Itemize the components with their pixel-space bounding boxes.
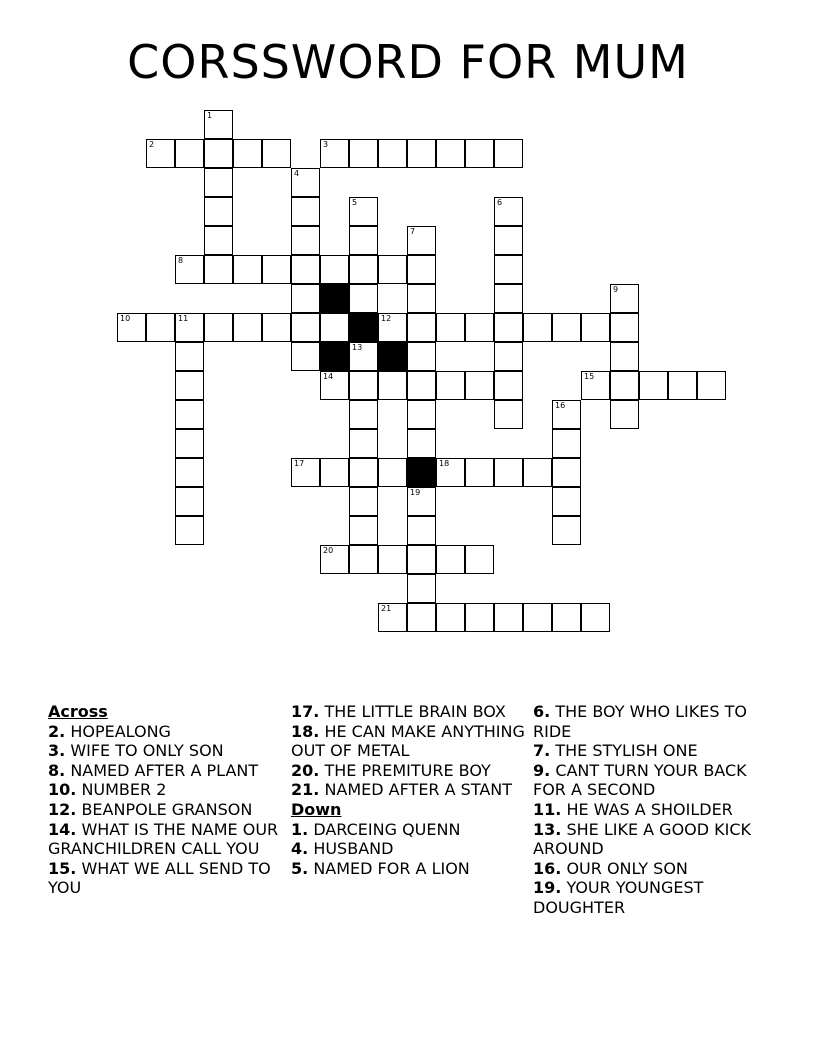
- grid-cell[interactable]: [639, 371, 668, 400]
- grid-cell[interactable]: [610, 400, 639, 429]
- grid-cell[interactable]: [552, 313, 581, 342]
- clue-item-number: 12.: [48, 799, 77, 819]
- clue-item-text: THE STYLISH ONE: [555, 741, 698, 761]
- grid-cell[interactable]: [320, 313, 349, 342]
- grid-cell[interactable]: [465, 371, 494, 400]
- grid-cell-shaded: [378, 342, 407, 371]
- page-title: CORSSWORD FOR MUM: [127, 35, 689, 89]
- grid-cell[interactable]: [175, 139, 204, 168]
- across-clue-list: [48, 722, 288, 898]
- grid-cell[interactable]: [610, 371, 639, 400]
- clue-number: 14: [323, 372, 334, 381]
- clue-item: [48, 800, 288, 820]
- grid-cell[interactable]: [407, 429, 436, 458]
- grid-cell[interactable]: [175, 255, 204, 284]
- grid-cell[interactable]: [349, 255, 378, 284]
- grid-cell[interactable]: [291, 226, 320, 255]
- grid-cell[interactable]: [494, 342, 523, 371]
- grid-cell[interactable]: [407, 516, 436, 545]
- clue-item-text: HUSBAND: [313, 839, 394, 859]
- grid-cell[interactable]: [175, 371, 204, 400]
- clues-column-3: [533, 702, 773, 918]
- grid-cell[interactable]: [378, 603, 407, 632]
- grid-cell[interactable]: [175, 516, 204, 545]
- grid-cell[interactable]: [407, 545, 436, 574]
- grid-cell[interactable]: [552, 429, 581, 458]
- clue-number: 16: [555, 401, 566, 410]
- grid-cell[interactable]: [349, 458, 378, 487]
- clue-item-text: OUR ONLY SON: [566, 858, 688, 878]
- grid-cell[interactable]: [494, 458, 523, 487]
- clue-item-text: WHAT IS THE NAME OUR GRANCHILDREN CALL YOU: [48, 819, 279, 859]
- grid-cell[interactable]: [407, 342, 436, 371]
- grid-cell[interactable]: [436, 603, 465, 632]
- grid-cell[interactable]: [523, 458, 552, 487]
- clue-number: 1: [207, 111, 213, 120]
- clue-item-number: 13.: [533, 819, 562, 839]
- grid-cell[interactable]: [204, 226, 233, 255]
- clue-item-text: THE BOY WHO LIKES TO RIDE: [533, 702, 747, 741]
- grid-cell[interactable]: [494, 371, 523, 400]
- grid-cell[interactable]: [175, 429, 204, 458]
- grid-cell[interactable]: [320, 255, 349, 284]
- clue-item-text: DARCEING QUENN: [313, 819, 461, 839]
- clue-item-number: 17.: [291, 702, 320, 721]
- clue-number: 8: [178, 256, 184, 265]
- clue-item-number: 15.: [48, 858, 77, 878]
- grid-cell[interactable]: [262, 139, 291, 168]
- grid-cell[interactable]: [436, 313, 465, 342]
- grid-cell[interactable]: [436, 371, 465, 400]
- grid-cell[interactable]: [175, 487, 204, 516]
- grid-cell[interactable]: [523, 313, 552, 342]
- clue-number: 19: [410, 488, 421, 497]
- grid-cell[interactable]: [204, 110, 233, 139]
- grid-cell[interactable]: [407, 226, 436, 255]
- down-clue-list-continued: [533, 702, 773, 918]
- clue-item-text: WIFE TO ONLY SON: [70, 741, 224, 761]
- grid-cell[interactable]: [436, 458, 465, 487]
- clue-item-text: NAMED AFTER A STANT: [324, 780, 513, 800]
- clue-item: [48, 722, 288, 742]
- clue-item: [533, 878, 773, 917]
- down-header: Down: [291, 799, 342, 819]
- grid-cell[interactable]: [320, 458, 349, 487]
- clue-item: [291, 839, 531, 859]
- grid-cell[interactable]: [291, 197, 320, 226]
- clue-item-text: HOPEALONG: [70, 721, 171, 741]
- grid-cell[interactable]: [378, 545, 407, 574]
- grid-cell[interactable]: [320, 139, 349, 168]
- grid-cell[interactable]: [407, 400, 436, 429]
- grid-cell[interactable]: [378, 255, 407, 284]
- clue-item: [291, 722, 531, 761]
- clue-item: [48, 780, 288, 800]
- grid-cell[interactable]: [581, 603, 610, 632]
- grid-cell[interactable]: [494, 284, 523, 313]
- grid-cell[interactable]: [233, 313, 262, 342]
- grid-cell[interactable]: [581, 313, 610, 342]
- clue-number: 18: [439, 459, 450, 468]
- grid-cell[interactable]: [407, 139, 436, 168]
- clue-item-text: HE CAN MAKE ANYTHING OUT OF METAL: [291, 721, 525, 761]
- grid-cell[interactable]: [610, 313, 639, 342]
- clue-item-number: 6.: [533, 702, 551, 721]
- grid-cell[interactable]: [436, 545, 465, 574]
- clue-item: [533, 800, 773, 820]
- grid-cell[interactable]: [465, 458, 494, 487]
- clue-number: 3: [323, 140, 329, 149]
- grid-cell[interactable]: [349, 197, 378, 226]
- grid-cell[interactable]: [378, 139, 407, 168]
- grid-cell[interactable]: [581, 371, 610, 400]
- grid-cell[interactable]: [378, 371, 407, 400]
- grid-cell[interactable]: [320, 545, 349, 574]
- grid-cell[interactable]: [262, 255, 291, 284]
- clue-item: [291, 859, 531, 879]
- grid-cell[interactable]: [175, 342, 204, 371]
- grid-cell[interactable]: [494, 400, 523, 429]
- grid-cell[interactable]: [552, 400, 581, 429]
- grid-cell[interactable]: [407, 371, 436, 400]
- grid-cell[interactable]: [552, 458, 581, 487]
- grid-cell[interactable]: [175, 313, 204, 342]
- grid-cell[interactable]: [146, 139, 175, 168]
- grid-cell[interactable]: [175, 458, 204, 487]
- grid-cell-shaded: [349, 313, 378, 342]
- grid-cell[interactable]: [349, 284, 378, 313]
- clue-item: [291, 780, 531, 800]
- grid-cell[interactable]: [204, 139, 233, 168]
- clue-number: 20: [323, 546, 334, 555]
- clues-column-2: [291, 702, 531, 878]
- grid-cell[interactable]: [349, 342, 378, 371]
- clue-item-number: 4.: [291, 839, 309, 859]
- grid-cell[interactable]: [320, 371, 349, 400]
- grid-cell[interactable]: [494, 603, 523, 632]
- clue-item-text: NAMED AFTER A PLANT: [70, 760, 259, 780]
- clue-number: 6: [497, 198, 503, 207]
- clue-item-number: 2.: [48, 721, 66, 741]
- clue-item-text: YOUR YOUNGEST DOUGHTER: [533, 878, 704, 917]
- clue-item-number: 11.: [533, 799, 562, 819]
- clue-number: 7: [410, 227, 416, 236]
- grid-cell[interactable]: [204, 255, 233, 284]
- grid-cell[interactable]: [494, 313, 523, 342]
- grid-cell[interactable]: [204, 197, 233, 226]
- clue-item-number: 8.: [48, 760, 66, 780]
- grid-cell[interactable]: [407, 255, 436, 284]
- clue-item-number: 14.: [48, 819, 77, 839]
- grid-cell[interactable]: [407, 313, 436, 342]
- clue-item: [533, 820, 773, 859]
- grid-cell[interactable]: [378, 458, 407, 487]
- grid-cell[interactable]: [697, 371, 726, 400]
- grid-cell[interactable]: [146, 313, 175, 342]
- clue-item: [291, 761, 531, 781]
- grid-cell[interactable]: [668, 371, 697, 400]
- down-clue-list: [291, 820, 531, 879]
- grid-cell[interactable]: [204, 168, 233, 197]
- clue-item-text: NUMBER 2: [81, 780, 167, 800]
- grid-cell[interactable]: [349, 545, 378, 574]
- grid-cell[interactable]: [175, 400, 204, 429]
- clue-item-number: 20.: [291, 760, 320, 780]
- grid-cell[interactable]: [349, 516, 378, 545]
- grid-cell[interactable]: [494, 226, 523, 255]
- grid-cell[interactable]: [291, 284, 320, 313]
- clue-number: 21: [381, 604, 392, 613]
- clue-number: 13: [352, 343, 363, 352]
- clue-item-number: 19.: [533, 878, 562, 898]
- clue-number: 9: [613, 285, 619, 294]
- across-clue-list-continued: [291, 702, 531, 800]
- clue-item-text: BEANPOLE GRANSON: [81, 799, 253, 819]
- grid-cell[interactable]: [117, 313, 146, 342]
- clue-number: 4: [294, 169, 300, 178]
- clue-item: [48, 859, 288, 898]
- grid-cell[interactable]: [407, 603, 436, 632]
- grid-cell[interactable]: [291, 255, 320, 284]
- grid-cell[interactable]: [291, 313, 320, 342]
- clue-number: 2: [149, 140, 155, 149]
- grid-cell-shaded: [320, 284, 349, 313]
- clue-item-number: 16.: [533, 858, 562, 878]
- clue-item: [291, 702, 531, 722]
- grid-cell[interactable]: [349, 429, 378, 458]
- grid-cell[interactable]: [349, 226, 378, 255]
- clue-number: 10: [120, 314, 131, 323]
- grid-cell[interactable]: [552, 603, 581, 632]
- clue-item-text: CANT TURN YOUR BACK FOR A SECOND: [533, 760, 747, 800]
- clue-item-text: WHAT WE ALL SEND TO YOU: [48, 858, 271, 898]
- grid-cell[interactable]: [407, 574, 436, 603]
- clue-item: [533, 859, 773, 879]
- clue-item-number: 7.: [533, 741, 551, 761]
- clue-item-number: 1.: [291, 819, 309, 839]
- grid-cell[interactable]: [407, 284, 436, 313]
- grid-cell[interactable]: [407, 487, 436, 516]
- clue-number: 17: [294, 459, 305, 468]
- grid-cell[interactable]: [552, 487, 581, 516]
- clue-item-number: 18.: [291, 721, 320, 741]
- grid-cell[interactable]: [262, 313, 291, 342]
- clue-item: [48, 741, 288, 761]
- grid-cell[interactable]: [465, 603, 494, 632]
- clue-item-number: 21.: [291, 780, 320, 800]
- clue-item-text: SHE LIKE A GOOD KICK AROUND: [533, 819, 752, 859]
- clue-item: [533, 741, 773, 761]
- clue-item-text: NAMED FOR A LION: [313, 858, 470, 878]
- grid-cell[interactable]: [349, 487, 378, 516]
- clue-item-text: THE PREMITURE BOY: [324, 760, 491, 780]
- grid-cell[interactable]: [494, 255, 523, 284]
- grid-cell[interactable]: [233, 255, 262, 284]
- clue-item-number: 10.: [48, 780, 77, 800]
- grid-cell-shaded: [320, 342, 349, 371]
- grid-cell[interactable]: [291, 458, 320, 487]
- clue-number: 15: [584, 372, 595, 381]
- clue-item-number: 3.: [48, 741, 66, 761]
- grid-cell[interactable]: [610, 284, 639, 313]
- clue-item: [533, 702, 773, 741]
- clue-number: 5: [352, 198, 358, 207]
- clue-number: 12: [381, 314, 392, 323]
- grid-cell[interactable]: [378, 313, 407, 342]
- clues-column-1: [48, 702, 288, 898]
- grid-cell[interactable]: [291, 168, 320, 197]
- clue-item-number: 9.: [533, 760, 551, 780]
- across-header: Across: [48, 702, 108, 721]
- clue-number: 11: [178, 314, 189, 323]
- grid-cell[interactable]: [552, 516, 581, 545]
- grid-cell[interactable]: [204, 313, 233, 342]
- grid-cell[interactable]: [349, 139, 378, 168]
- grid-cell[interactable]: [465, 313, 494, 342]
- grid-cell[interactable]: [349, 371, 378, 400]
- grid-cell[interactable]: [494, 197, 523, 226]
- clue-item: [533, 761, 773, 800]
- grid-cell[interactable]: [523, 603, 552, 632]
- clue-item-number: 5.: [291, 858, 309, 878]
- clue-item-text: THE LITTLE BRAIN BOX: [324, 702, 506, 721]
- clue-item: [48, 820, 288, 859]
- clue-item: [291, 820, 531, 840]
- grid-cell[interactable]: [233, 139, 262, 168]
- grid-cell[interactable]: [465, 545, 494, 574]
- grid-cell[interactable]: [610, 342, 639, 371]
- grid-cell[interactable]: [291, 342, 320, 371]
- clue-item-text: HE WAS A SHOILDER: [566, 799, 733, 819]
- grid-cell-shaded: [407, 458, 436, 487]
- grid-cell[interactable]: [349, 400, 378, 429]
- grid-cell[interactable]: [494, 139, 523, 168]
- clue-item: [48, 761, 288, 781]
- grid-cell[interactable]: [436, 139, 465, 168]
- grid-cell[interactable]: [465, 139, 494, 168]
